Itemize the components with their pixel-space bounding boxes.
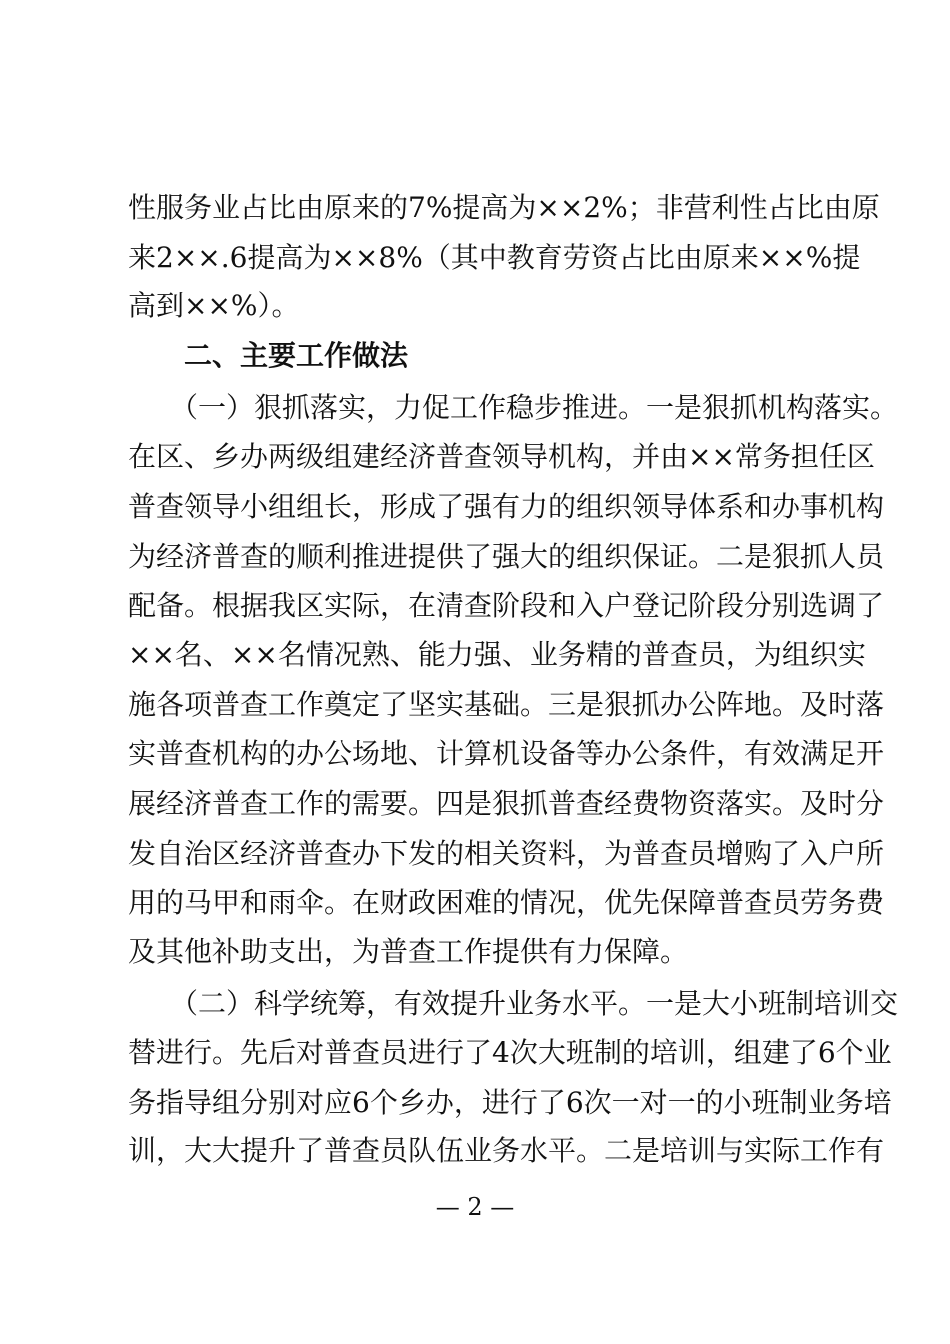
body-text-line: 实普查机构的办公场地、计算机设备等办公条件，有效满足开 <box>128 737 885 770</box>
body-text-line: （二）科学统筹，有效提升业务水平。一是大小班制培训交 <box>128 987 899 1020</box>
body-text-line: 施各项普查工作奠定了坚实基础。三是狠抓办公阵地。及时落 <box>128 688 885 721</box>
body-text-line: （一）狠抓落实，力促工作稳步推进。一是狠抓机构落实。 <box>128 391 899 424</box>
body-text-line: 务指导组分别对应6个乡办，进行了6次一对一的小班制业务培 <box>128 1086 892 1119</box>
body-text-line: 为经济普查的顺利推进提供了强大的组织保证。二是狠抓人员 <box>128 540 885 573</box>
body-text-line: ××名、××名情况熟、能力强、业务精的普查员，为组织实 <box>128 638 866 671</box>
body-text-line: 展经济普查工作的需要。四是狠抓普查经费物资落实。及时分 <box>128 787 885 820</box>
body-text-line: 配备。根据我区实际，在清查阶段和入户登记阶段分别选调了 <box>128 589 885 622</box>
body-text-line: 在区、乡办两级组建经济普查领导机构，并由××常务担任区 <box>128 440 875 473</box>
body-text-line: 训，大大提升了普查员队伍业务水平。二是培训与实际工作有 <box>128 1134 885 1167</box>
body-text-line: 性服务业占比由原来的7%提高为××2%；非营利性占比由原 <box>128 191 880 224</box>
body-text-line: 来2××.6提高为××8%（其中教育劳资占比由原来××%提 <box>128 241 861 274</box>
section-heading: 二、主要工作做法 <box>128 339 409 372</box>
body-text-line: 普查领导小组组长，形成了强有力的组织领导体系和办事机构 <box>128 490 885 523</box>
body-text-line: 高到××%）。 <box>128 289 300 322</box>
body-text-line: 用的马甲和雨伞。在财政困难的情况，优先保障普查员劳务费 <box>128 886 885 919</box>
page-number: — 2 — <box>435 1193 515 1221</box>
body-text-line: 发自治区经济普查办下发的相关资料，为普查员增购了入户所 <box>128 837 885 870</box>
body-text-line: 替进行。先后对普查员进行了4次大班制的培训，组建了6个业 <box>128 1036 892 1069</box>
body-text-line: 及其他补助支出，为普查工作提供有力保障。 <box>128 935 689 968</box>
